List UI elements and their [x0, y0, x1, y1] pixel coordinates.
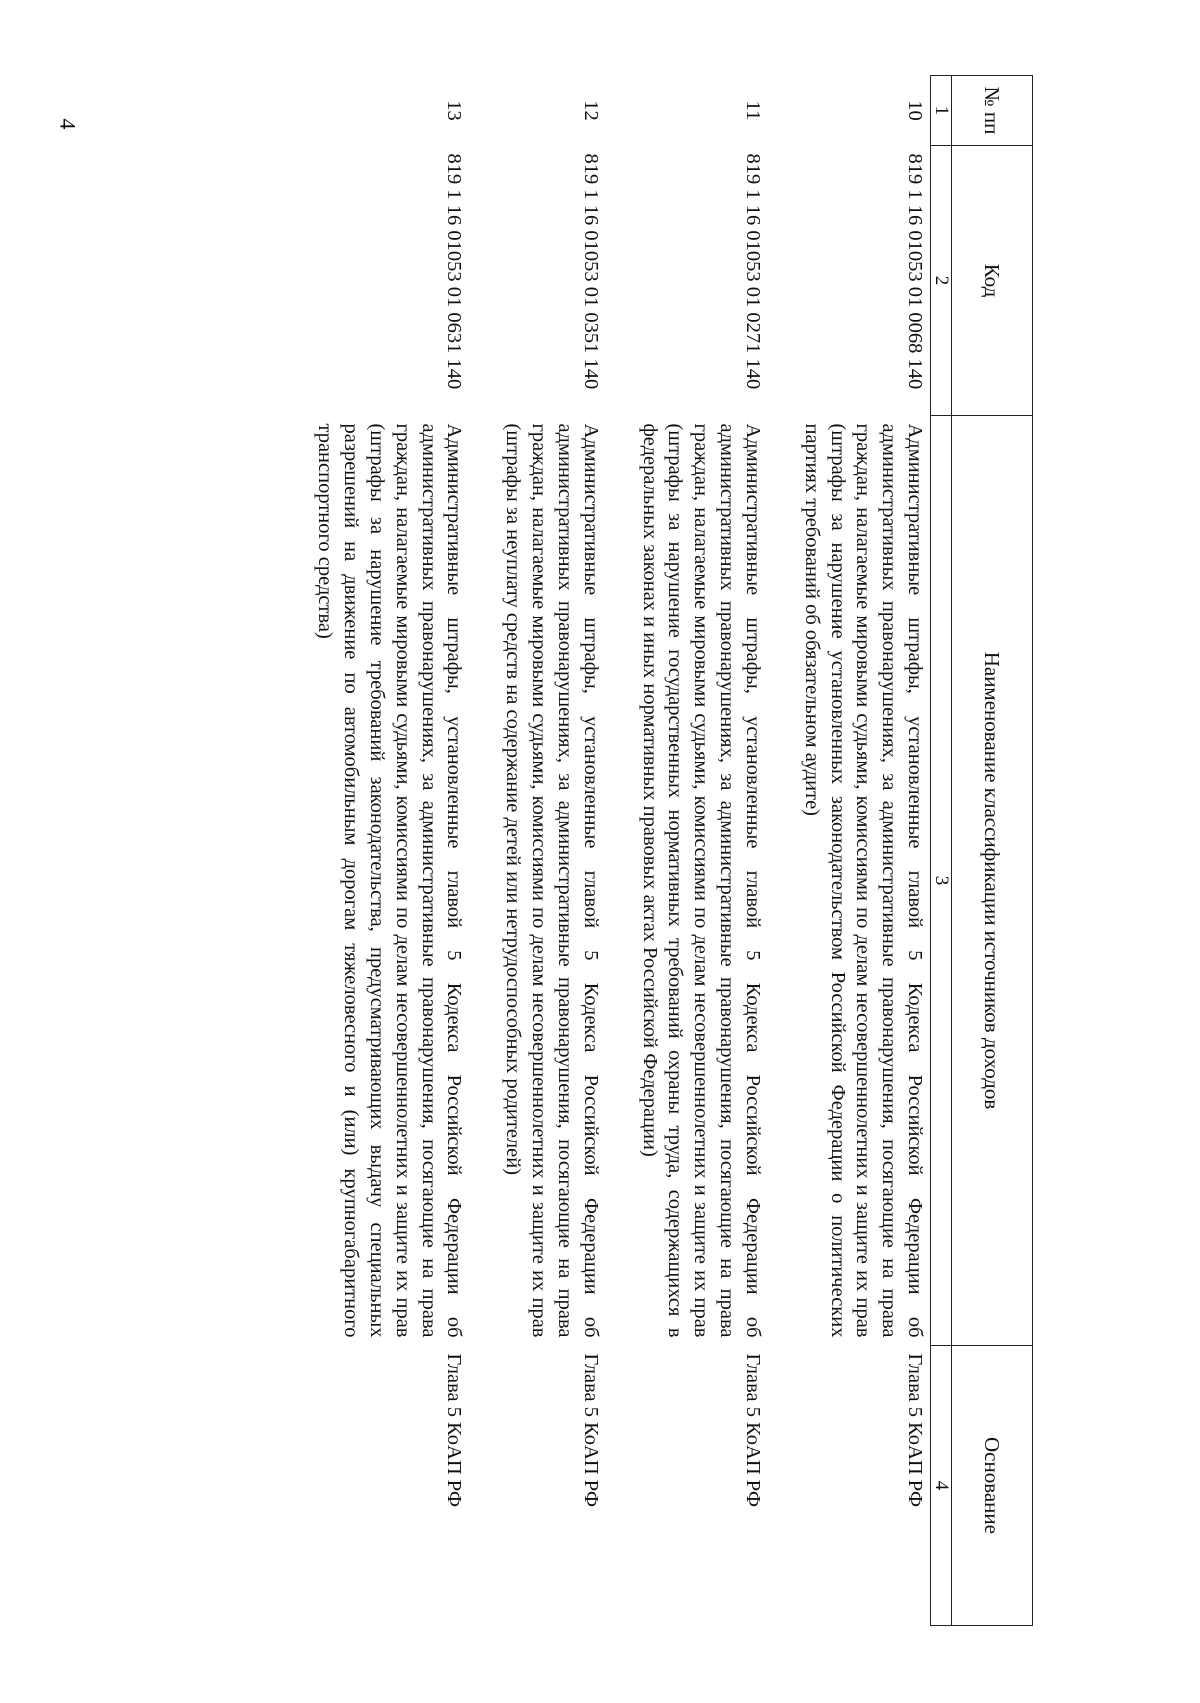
row-code: 819 1 16 01053 01 0351 140: [579, 153, 602, 390]
rotated-page-content: [278, 73, 1033, 1703]
row-basis: Глава 5 КоАП РФ: [904, 1353, 926, 1508]
row-description: Административные штрафы, установленные главой 5 Кодекса Российской Федерации об административных правонарушениях, за административные правонарушения, посягающие на права граждан, налагаемые мировыми судьями, комиссиями по делам несовершеннолетних и защите их прав (штрафы за нарушение установленных законодательством Российской Федерации о политических партиях требований об обязательном аудите): [800, 423, 926, 1338]
row-description: Административные штрафы, установленные главой 5 Кодекса Российской Федерации об административных правонарушениях, за административные правонарушения, посягающие на права граждан, налагаемые мировыми судьями, комиссиями по делам несовершеннолетних и защите их прав (штрафы за нарушение государственных нормативных требований охраны труда, содержащихся в федеральных законах и иных нормативных правовых актах Российской Федерации): [638, 423, 764, 1338]
header-basis: Основание: [952, 1346, 1033, 1626]
header-code: Код: [952, 146, 1033, 416]
table-row: [606, 76, 768, 1626]
table-header-row: [952, 76, 1033, 1626]
table-row: [469, 76, 605, 1626]
page-number: 4: [55, 118, 81, 130]
row-number: 10: [904, 100, 926, 121]
row-basis: Глава 5 КоАП РФ: [741, 1353, 764, 1508]
row-code: 819 1 16 01053 01 0271 140: [741, 153, 764, 390]
row-number: 13: [443, 100, 466, 121]
column-number: 3: [931, 416, 952, 1346]
header-name: Наименование классификации источников доходов: [952, 416, 1033, 1346]
row-basis: Глава 5 КоАП РФ: [443, 1353, 466, 1508]
revenue-classification-table: [303, 75, 1033, 1626]
column-number-row: [931, 76, 952, 1626]
row-number: 12: [579, 100, 602, 121]
table-row: [303, 76, 469, 1626]
row-code: 819 1 16 01053 01 0068 140: [904, 153, 926, 390]
column-number: 2: [931, 146, 952, 416]
column-number: 4: [931, 1346, 952, 1626]
row-description: Административные штрафы, установленные главой 5 Кодекса Российской Федерации об административных правонарушениях, за административные правонарушения, посягающие на права граждан, налагаемые мировыми судьями, комиссиями по делам несовершеннолетних и защите их прав (штрафы за нарушение требований законодательства, предусматривающих выдачу специальных разрешений на движение по автомобильным дорогам тяжеловесного и (или) крупногабаритного транспортного средства): [314, 423, 466, 1338]
row-description: Административные штрафы, установленные главой 5 Кодекса Российской Федерации об административных правонарушениях, за административные правонарушения, посягающие на права граждан, налагаемые мировыми судьями, комиссиями по делам несовершеннолетних и защите их прав (штрафы за неуплату средств на содержание детей или нетрудоспособных родителей): [502, 423, 602, 1338]
table-row: [768, 76, 931, 1626]
header-number: № пп: [952, 76, 1033, 146]
row-code: 819 1 16 01053 01 0631 140: [443, 153, 466, 390]
column-number: 1: [931, 76, 952, 146]
row-basis: Глава 5 КоАП РФ: [579, 1353, 602, 1508]
row-number: 11: [741, 100, 764, 121]
